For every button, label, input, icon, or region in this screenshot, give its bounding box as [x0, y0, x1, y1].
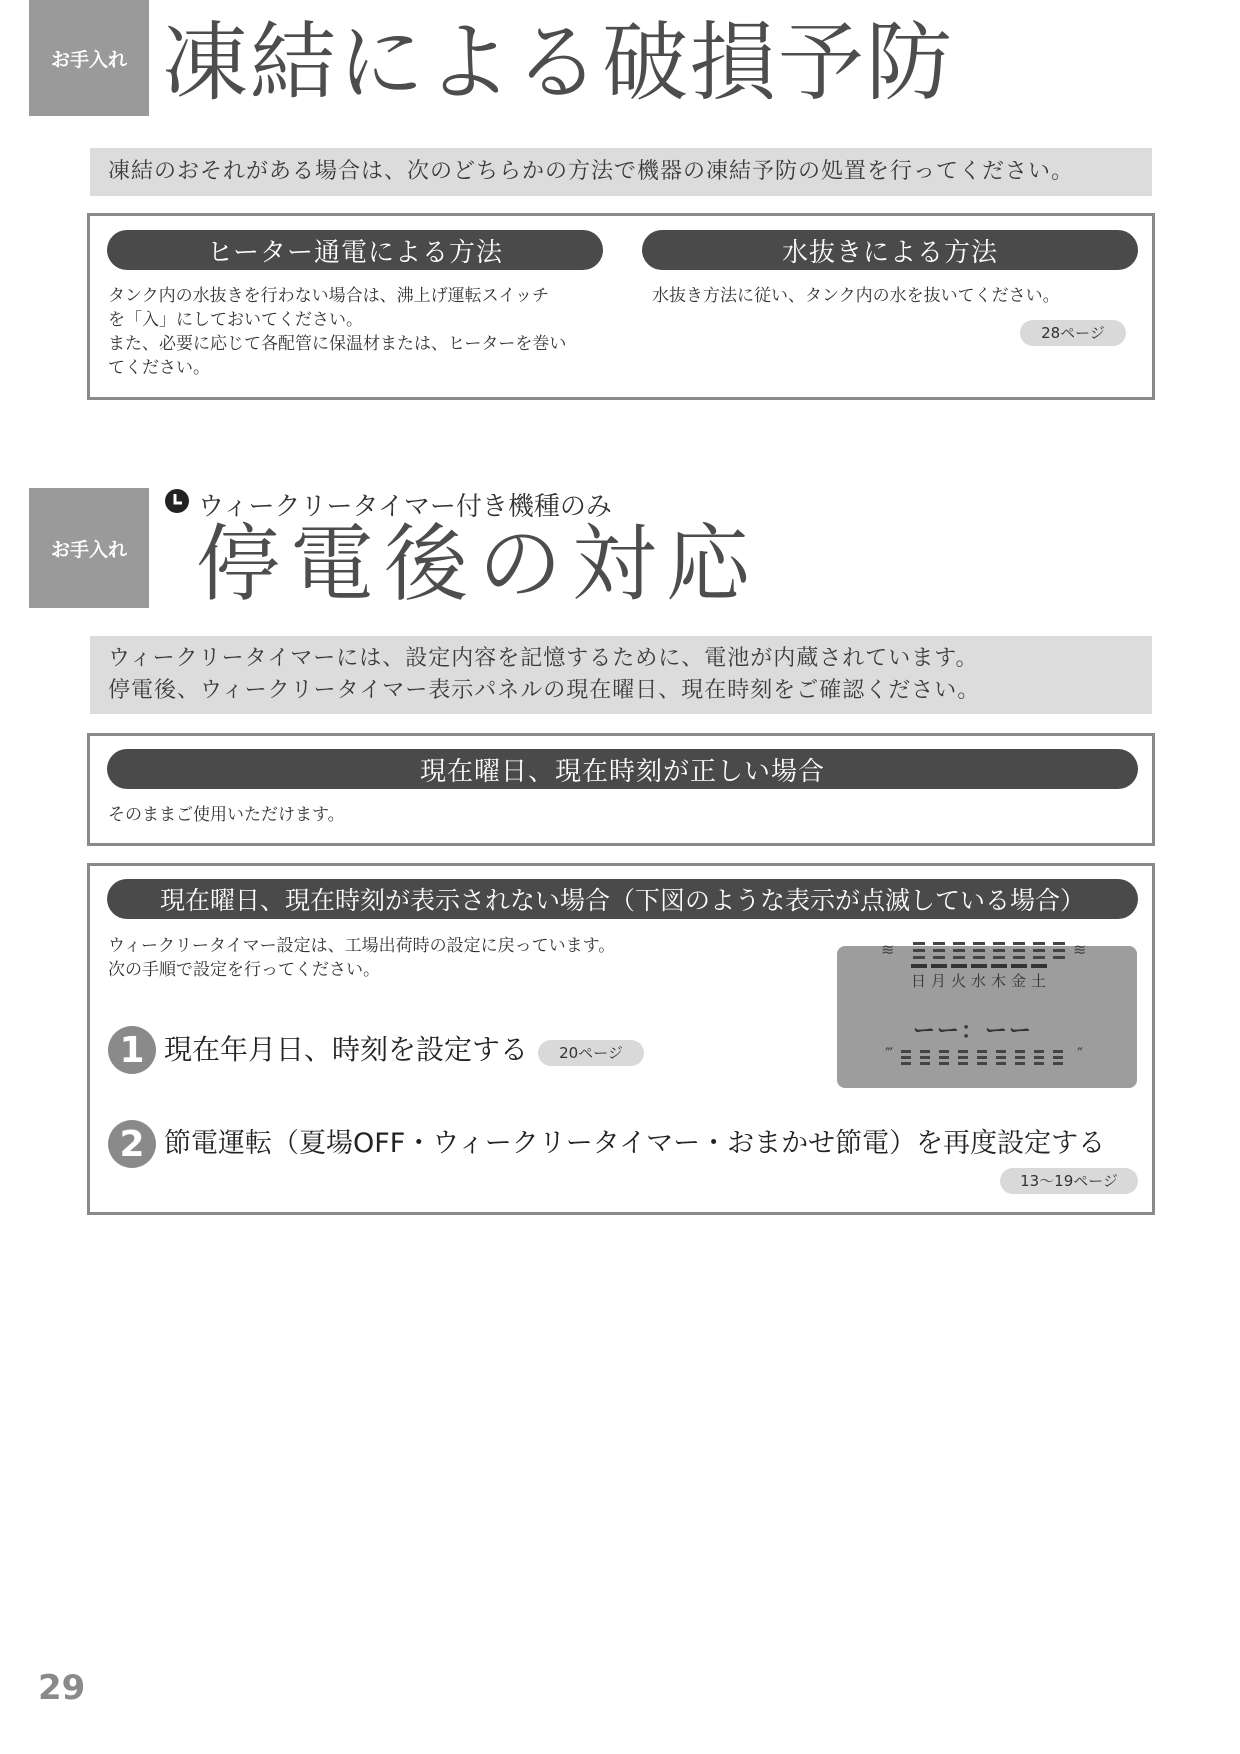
- dash-row: [913, 956, 1069, 959]
- text-line: ウィークリータイマーには、設定内容を記憶するために、電池が内蔵されています。: [108, 646, 979, 671]
- case-reset-heading: 現在曜日、現在時刻が表示されない場合（下図のような表示が点滅している場合）: [107, 879, 1138, 919]
- section-tag: お手入れ: [29, 488, 149, 608]
- blink-marks-right: ≋: [1073, 940, 1087, 959]
- text-line: また、必要に応じて各配管に保温材または、ヒーターを巻い: [108, 334, 567, 354]
- step-text: 節電運転（夏場OFF・ウィークリータイマー・おまかせ節電）を再度設定する: [164, 1128, 1106, 1159]
- step-text: 現在年月日、時刻を設定する: [164, 1033, 529, 1066]
- dash-row: [901, 1056, 1071, 1059]
- page-title: 停電後の対応: [196, 515, 761, 613]
- text-line: 次の手順で設定を行ってください。: [108, 960, 380, 980]
- intro-note: [90, 636, 1152, 714]
- blink-marks-left: ‴: [885, 1044, 894, 1063]
- dash-row: [901, 1050, 1071, 1053]
- text-line: てください。: [108, 358, 210, 378]
- text-line: を「入」にしておいてください。: [108, 310, 363, 330]
- day-indicator-row: [911, 964, 1051, 968]
- text-line: ウィークリータイマー設定は、工場出荷時の設定に戻っています。: [108, 936, 616, 956]
- clock-icon: [164, 488, 190, 514]
- subtitle: ウィークリータイマー付き機種のみ: [198, 492, 612, 522]
- methods-box: [87, 213, 1155, 400]
- case-ok-heading: 現在曜日、現在時刻が正しい場合: [107, 749, 1138, 789]
- dash-row: [913, 949, 1069, 952]
- blink-marks-left: ≋: [881, 940, 895, 959]
- case-ok-text: そのままご使用いただけます。: [108, 805, 345, 825]
- text-line: 停電後、ウィークリータイマー表示パネルの現在曜日、現在時刻をご確認ください。: [108, 678, 981, 703]
- weekday-labels: 日月火水木金土: [911, 972, 1052, 990]
- page-reference: 20ページ: [538, 1040, 644, 1066]
- blink-marks-right: ″: [1077, 1044, 1083, 1063]
- page-title: 凍結による破損予防: [162, 13, 954, 113]
- step-number-badge: 2: [108, 1120, 156, 1168]
- page-reference: 28ページ: [1020, 320, 1126, 346]
- case-reset-text: [108, 934, 615, 982]
- dash-row: [901, 1062, 1071, 1065]
- time-display: ーー：ーー: [913, 1019, 1034, 1044]
- text-line: タンク内の水抜きを行わない場合は、沸上げ運転スイッチ: [108, 286, 549, 306]
- dash-row: [913, 942, 1069, 945]
- heater-method-text: [108, 284, 628, 380]
- intro-note: 凍結のおそれがある場合は、次のどちらかの方法で機器の凍結予防の処置を行ってください。: [90, 148, 1152, 196]
- section-tag: お手入れ: [29, 0, 149, 116]
- drain-method-heading: 水抜きによる方法: [642, 230, 1138, 270]
- heater-method-heading: ヒーター通電による方法: [107, 230, 603, 270]
- page-reference: 13〜19ページ: [1000, 1168, 1138, 1194]
- case-reset-box: [87, 863, 1155, 1215]
- drain-method-text: 水抜き方法に従い、タンク内の水を抜いてください。: [652, 286, 1060, 306]
- page-number: 29: [38, 1668, 86, 1708]
- case-ok-box: [87, 733, 1155, 846]
- step-number-badge: 1: [108, 1026, 156, 1074]
- timer-display-illustration: [837, 938, 1137, 1088]
